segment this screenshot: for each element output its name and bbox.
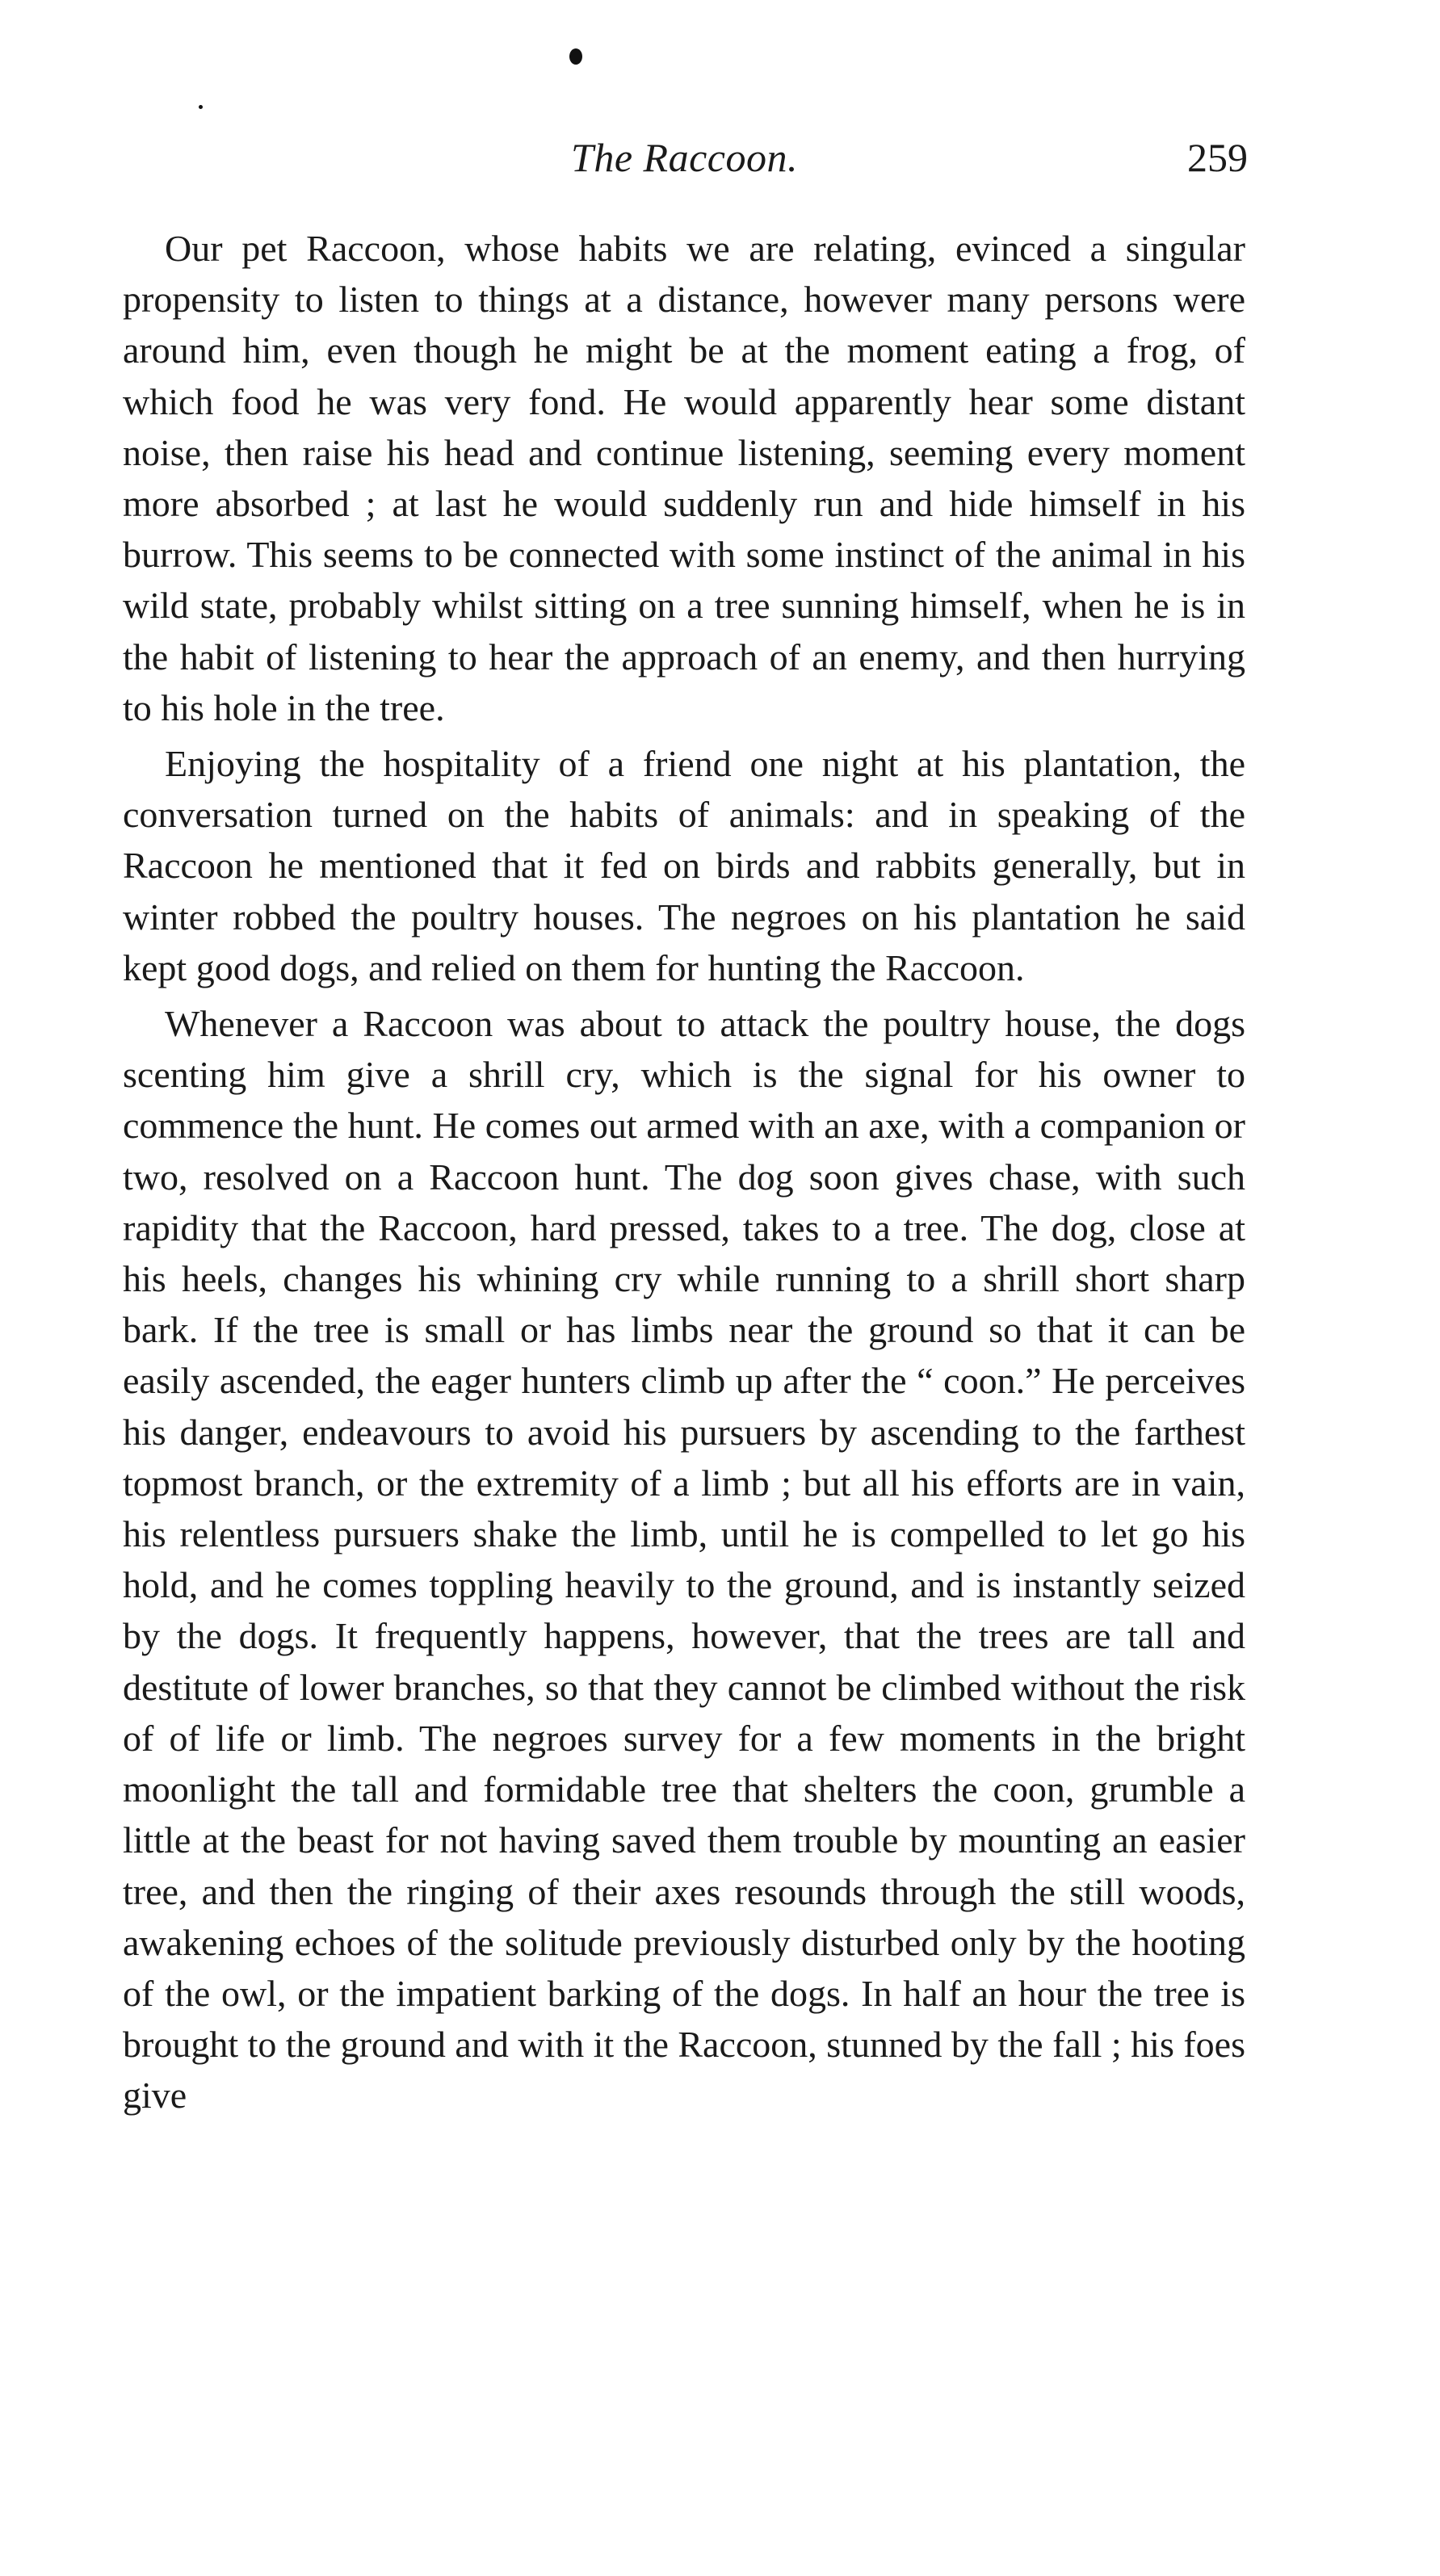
ink-speck-top — [569, 48, 582, 65]
body-text — [123, 223, 1245, 2126]
page-number: 259 — [1187, 135, 1248, 180]
page-header — [121, 129, 1248, 186]
ink-speck-left — [199, 105, 203, 109]
paragraph-raccoon-hunt: Whenever a Raccoon was about to attack the poultry house, the dogs scenting him give a shrill cry, which is the signal for his owner to commence the hunt. He comes out armed with an axe, with a companion or two, resolved on a Raccoon hunt. The dog soon gives chase, with such rapidity that the Raccoon, hard pressed, takes to a tree. The dog, close at his heels, changes his whining cry while running to a shrill short sharp bark. If the tree is small or has limbs near the ground so that it can be easily ascended, the eager hunters climb up after the “ coon.” He perceives his danger, endeavours to avoid his pursuers by ascending to the farthest topmost branch, or the extremity of a limb ; but all his efforts are in vain, his relentless pursuers shake the limb, until he is compelled to let go his hold, and he comes toppling heavily to the ground, and is instantly seized by the dogs. It frequently happens, however, that the trees are tall and destitute of lower branches, so that they cannot be climbed without the risk of of life or limb. The negroes survey for a few moments in the bright moonlight the tall and formidable tree that shelters the coon, grumble a little at the beast for not having saved them trouble by mounting an easier tree, and then the ringing of their axes resounds through the still woods, awakening echoes of the solitude previously disturbed only by the hooting of the owl, or the impatient barking of the dogs. In half an hour the tree is brought to the ground and with it the Raccoon, stunned by the fall ; his foes give — [123, 1003, 1245, 2117]
paragraph-plantation: Enjoying the hospitality of a friend one night at his plantation, the conversation turned on the habits of animals: and in speaking of the Raccoon he mentioned that it fed on birds and rabbits generally, but in winter robbed the poultry houses. The negroes on his plantation he said kept good dogs, and relied on them for hunting the Raccoon. — [123, 743, 1245, 988]
running-title: The Raccoon. — [571, 135, 798, 180]
paragraph-pet-raccoon: Our pet Raccoon, whose habits we are relating, evinced a singular propensity to listen to things at a distance, however many persons were around him, even though he might be at the moment eating a frog, of which food he was very fond. He would apparently hear some distant noise, then raise his head and continue listening, seeming every moment more absorbed ; at last he would suddenly run and hide himself in his burrow. This seems to be connected with some instinct of the animal in his wild state, probably whilst sitting on a tree sunning himself, when he is in the habit of listening to hear the approach of an enemy, and then hurrying to his hole in the tree. — [123, 228, 1245, 728]
